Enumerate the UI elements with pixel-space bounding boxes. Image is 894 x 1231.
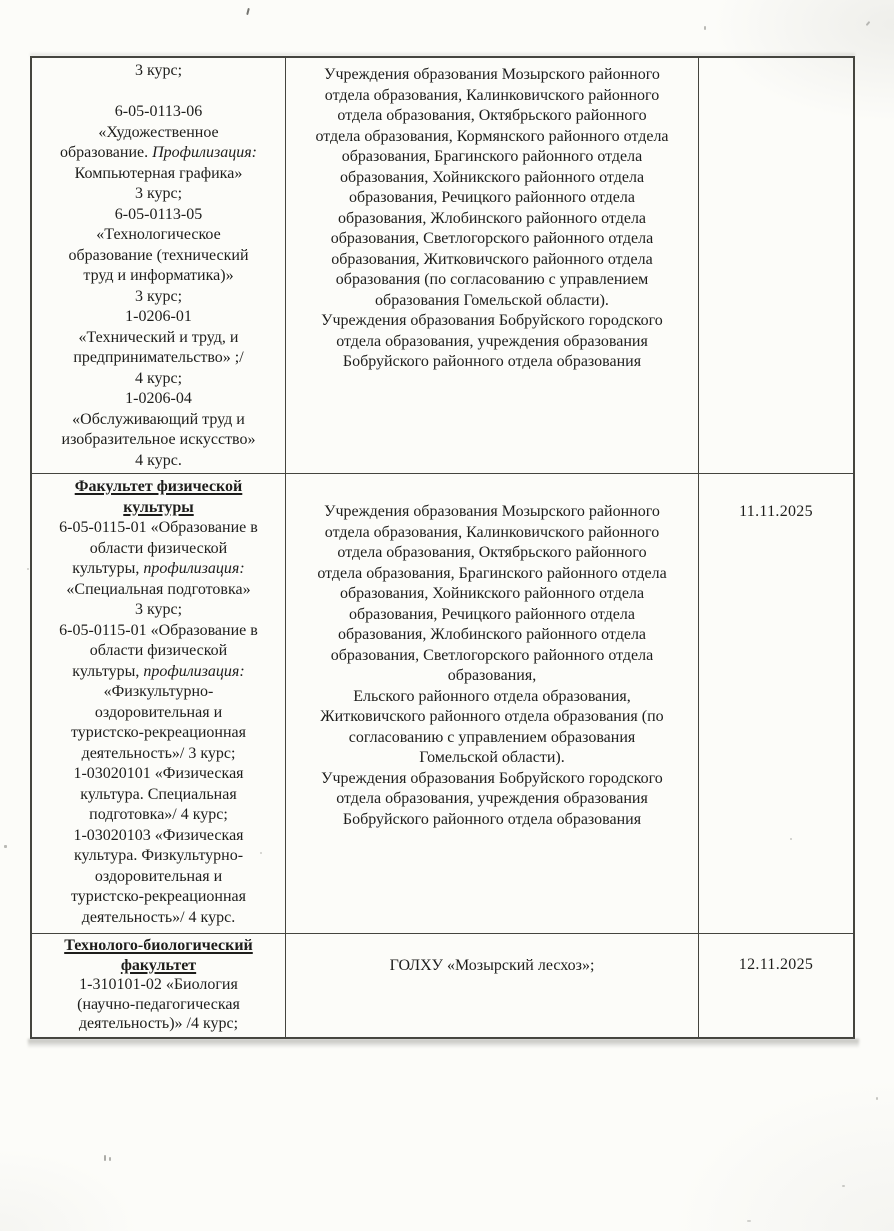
- text-line: [37, 102, 280, 123]
- program-text: 1-03020103 «Физическая: [73, 826, 244, 844]
- program-text: Профилизация:: [152, 144, 258, 161]
- program-text: оздоровительная и: [94, 703, 223, 721]
- text-line: Бобруйского районного отдела образования: [342, 810, 642, 828]
- text-line: Житковичского районного отдела образования (по: [320, 708, 664, 725]
- text-line: [37, 205, 280, 226]
- date-text: 12.11.2025: [738, 956, 814, 973]
- program-text: 1-0206-04: [125, 390, 192, 407]
- text-line: отдела образования, Брагинского районного отдела: [317, 564, 667, 582]
- text-line: [37, 621, 280, 642]
- program-text: 3 курс;: [134, 185, 183, 202]
- text-line: образования Гомельской области).: [375, 291, 609, 309]
- text-line: Гомельской области).: [419, 749, 565, 766]
- text-line: Учреждения образования Бобруйского городского: [321, 769, 663, 787]
- program-text: «Технологическое: [96, 226, 221, 243]
- text-line: [37, 846, 280, 867]
- program-text: 3 курс;: [134, 601, 183, 618]
- program-text: культуры,: [72, 662, 144, 680]
- text-line: образования,: [447, 667, 537, 684]
- text-line: образования, Светлогорского районного отдела: [330, 230, 654, 247]
- text-line: отдела образования, учреждения образования: [336, 332, 648, 350]
- text-line: [37, 580, 280, 601]
- scan-speck: [27, 568, 29, 570]
- text-line: [37, 498, 280, 519]
- program-text: (научно-педагогическая: [77, 995, 240, 1013]
- program-text: деятельность»/ 3 курс;: [81, 744, 236, 762]
- program-text: предпринимательство» ;/: [73, 349, 244, 366]
- faculty-heading: Технолого-биологический: [64, 937, 253, 954]
- date-cell: [699, 58, 853, 474]
- program-text: 1-310101-02 «Биология: [79, 976, 238, 993]
- program-cell: [32, 58, 286, 474]
- text-line: [37, 662, 280, 683]
- program-text: туристско-рекреационная: [70, 888, 246, 905]
- text-line: [37, 389, 280, 410]
- program-text: труд и информатика)»: [83, 267, 234, 284]
- text-line: Ельского районного отдела образования,: [353, 687, 631, 705]
- text-line: [37, 246, 280, 267]
- text-line: [37, 723, 280, 744]
- text-line: [37, 956, 280, 976]
- text-line: [37, 682, 280, 703]
- program-text: деятельность)» /4 курс;: [78, 1015, 239, 1032]
- faculty-heading: факультет: [120, 956, 197, 974]
- text-line: [37, 266, 280, 287]
- scan-speck: [109, 1157, 111, 1161]
- scan-speck: [842, 1185, 845, 1187]
- institutions-cell: [286, 474, 699, 934]
- text-line: [37, 908, 280, 929]
- text-line: отдела образования, Кормянского районного отдела: [315, 127, 669, 145]
- program-text: 3 курс;: [134, 287, 183, 305]
- program-text: образование (технический: [68, 246, 249, 264]
- text-line: [37, 600, 280, 621]
- text-line: [37, 826, 280, 847]
- program-text: культуры,: [72, 560, 144, 577]
- text-line: [37, 82, 280, 103]
- program-text: культура. Физкультурно-: [73, 847, 244, 864]
- program-text: 6-05-0113-06: [114, 103, 203, 120]
- program-text: 6-05-0115-01 «Образование в: [59, 519, 258, 536]
- program-text: подготовка»/ 4 курс;: [89, 806, 228, 823]
- text-line: [37, 936, 280, 956]
- program-cell: [32, 934, 286, 1037]
- program-text: области физической: [89, 539, 228, 557]
- text-line: образования, Светлогорского районного отдела: [330, 646, 654, 664]
- text-line: [37, 867, 280, 888]
- institutions-cell: [286, 58, 699, 474]
- text-line: [37, 451, 280, 472]
- program-text: туристско-рекреационная: [70, 724, 246, 741]
- text-line: Учреждения образования Мозырского районного: [324, 66, 660, 83]
- text-line: образования, Хойникского районного отдела: [339, 168, 645, 186]
- text-line: образования, Хойникского районного отдела: [339, 585, 645, 602]
- scan-speck: [4, 845, 7, 848]
- faculty-heading: Факультет физической: [74, 478, 243, 495]
- text-line: [37, 975, 280, 995]
- program-text: профилизация:: [143, 560, 245, 577]
- scan-speck: [104, 1155, 106, 1161]
- program-text: «Художественное: [98, 123, 219, 141]
- scan-speck: [246, 8, 250, 15]
- program-text: 6-05-0115-01 «Образование в: [59, 621, 258, 639]
- program-text: 1-0206-01: [125, 308, 192, 325]
- text-line: образования, Речицкого районного отдела: [349, 189, 635, 206]
- text-line: [37, 477, 280, 498]
- text-line: [37, 744, 280, 765]
- text-line: [37, 123, 280, 144]
- text-line: [37, 143, 280, 164]
- text-line: отдела образования, Калинковичского районного: [324, 523, 660, 541]
- program-text: «Физкультурно-: [103, 683, 214, 700]
- scan-speck: [876, 1097, 878, 1100]
- text-line: [37, 184, 280, 205]
- program-text: оздоровительная и: [94, 867, 223, 885]
- text-line: образования, Жлобинского районного отдела: [337, 209, 647, 227]
- scan-speck: [866, 21, 871, 26]
- text-line: [37, 164, 280, 185]
- program-text: образование.: [59, 144, 153, 161]
- program-text: 3 курс;: [134, 62, 183, 79]
- text-line: [37, 785, 280, 806]
- program-text: изобразительное искусство»: [61, 431, 256, 448]
- text-line: [37, 430, 280, 451]
- text-line: [37, 539, 280, 560]
- text-line: [37, 225, 280, 246]
- text-line: [37, 641, 280, 662]
- program-text: 4 курс.: [135, 451, 182, 469]
- program-text: культура. Специальная: [80, 785, 237, 803]
- text-line: отдела образования, Октябрьского районного: [337, 544, 647, 561]
- text-line: [37, 369, 280, 390]
- program-text: «Технический и труд, и: [78, 328, 239, 346]
- institutions-cell: [286, 934, 699, 1037]
- text-line: [37, 559, 280, 580]
- text-line: ГОЛХУ «Мозырский лесхоз»;: [389, 957, 595, 974]
- text-line: образования, Жлобинского районного отдела: [337, 626, 647, 643]
- text-line: [37, 995, 280, 1015]
- program-text: Компьютерная графика»: [74, 164, 243, 182]
- text-line: образования, Речицкого районного отдела: [349, 605, 635, 623]
- text-line: согласованию с управлением образования: [348, 728, 636, 746]
- text-line: отдела образования, Калинковичского районного: [324, 86, 660, 104]
- program-text: «Специальная подготовка»: [66, 580, 251, 598]
- text-line: [37, 328, 280, 349]
- date-text: 11.11.2025: [739, 503, 813, 520]
- faculty-heading: культуры: [123, 498, 194, 516]
- schedule-table: [30, 56, 855, 1039]
- text-line: Учреждения образования Мозырского районного: [324, 503, 660, 520]
- text-line: [37, 703, 280, 724]
- date-cell: [699, 934, 853, 1037]
- text-line: [37, 887, 280, 908]
- text-line: Бобруйского районного отдела образования: [342, 353, 642, 370]
- text-line: [37, 518, 280, 539]
- text-line: образования (по согласованию с управлением: [335, 271, 649, 288]
- text-line: [37, 410, 280, 431]
- text-line: образования, Брагинского районного отдела: [341, 148, 643, 165]
- text-line: отдела образования, учреждения образования: [336, 790, 648, 807]
- text-line: Учреждения образования Бобруйского городского: [321, 312, 663, 329]
- program-text: профилизация:: [143, 662, 245, 680]
- program-text: 6-05-0113-05: [114, 205, 203, 223]
- text-line: [37, 307, 280, 328]
- text-line: отдела образования, Октябрьского районного: [337, 107, 647, 124]
- program-text: 1-03020101 «Физическая: [73, 765, 244, 782]
- program-text: «Обслуживающий труд и: [72, 410, 245, 428]
- text-line: [37, 61, 280, 82]
- program-cell: [32, 474, 286, 934]
- program-text: области физической: [89, 642, 228, 659]
- date-cell: [699, 474, 853, 934]
- scan-speck: [704, 26, 706, 30]
- program-text: деятельность»/ 4 курс.: [81, 908, 236, 926]
- text-line: [37, 764, 280, 785]
- text-line: [37, 287, 280, 308]
- program-text: 4 курс;: [134, 369, 183, 387]
- text-line: образования, Житковичского районного отдела: [331, 250, 653, 268]
- date-text: [704, 60, 848, 81]
- text-line: [37, 805, 280, 826]
- scan-speck: [747, 1220, 751, 1222]
- text-line: [37, 1014, 280, 1034]
- text-line: [37, 348, 280, 369]
